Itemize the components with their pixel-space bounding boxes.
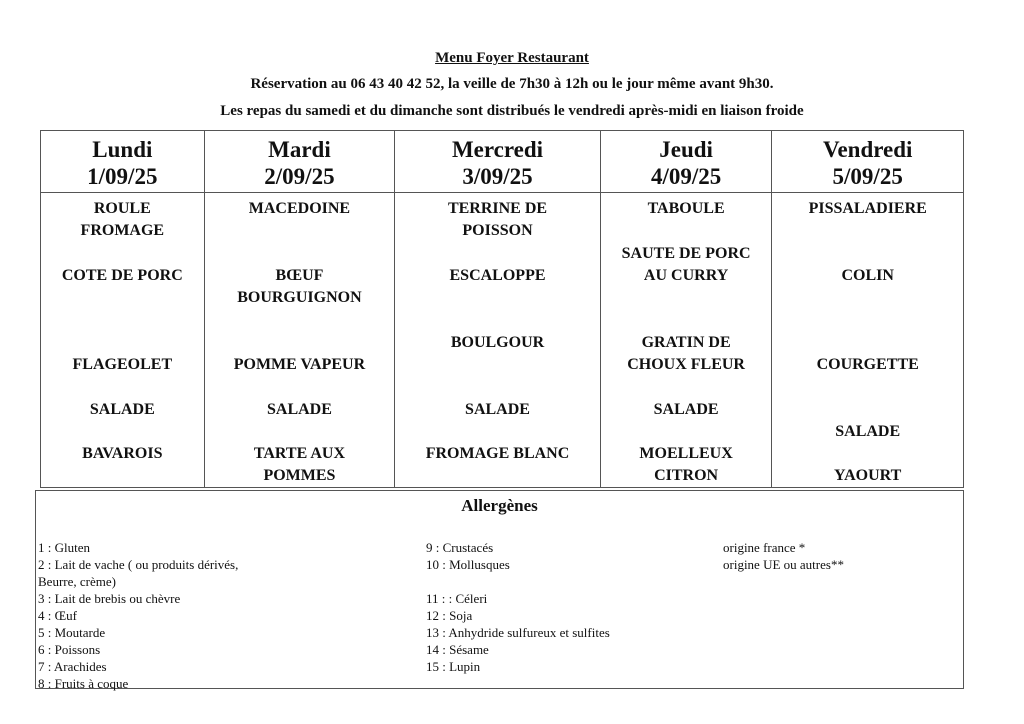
- dish-salad: SALADE: [465, 401, 530, 418]
- day-date: 4/09/25: [650, 164, 722, 189]
- dish-entree: ROULE FROMAGE: [80, 200, 165, 239]
- allergen-item: 2 : Lait de vache ( ou produits dérivés,: [38, 557, 239, 572]
- dish-dessert: MOELLEUX CITRON: [639, 445, 733, 484]
- dish-main: COLIN: [841, 267, 894, 284]
- allergen-item: 8 : Fruits à coque: [38, 676, 129, 691]
- allergen-item: 14 : Sésame: [426, 642, 489, 657]
- dish-salad: SALADE: [653, 401, 719, 418]
- origin-legend: [723, 539, 844, 573]
- dish-main: SAUTE DE PORC AU CURRY: [621, 245, 751, 284]
- day-column-mardi: [205, 131, 396, 487]
- dish-side: BOULGOUR: [450, 334, 545, 351]
- weekly-menu-table: [40, 130, 964, 488]
- day-column-jeudi: [601, 131, 773, 487]
- dish-entree: TABOULE: [647, 200, 725, 217]
- allergen-item: 13 : Anhydride sulfureux et sulfites: [426, 625, 610, 640]
- allergen-item: Beurre, crème): [38, 574, 116, 589]
- allergen-box: [35, 490, 964, 689]
- dish-side: FLAGEOLET: [72, 356, 173, 373]
- reservation-info: Réservation au 06 43 40 42 52, la veille de 7h30 à 12h ou le jour même avant 9h30.: [250, 76, 774, 92]
- origin-item: origine UE ou autres**: [723, 557, 844, 572]
- origin-item: origine france *: [723, 540, 806, 555]
- day-column-vendredi: [772, 131, 963, 487]
- allergen-item: 4 : Œuf: [38, 608, 77, 623]
- day-column-lundi: [41, 131, 205, 487]
- dish-dessert: FROMAGE BLANC: [425, 445, 570, 462]
- day-name: Vendredi: [822, 137, 913, 162]
- day-name: Lundi: [92, 137, 153, 162]
- dish-salad: SALADE: [835, 423, 901, 440]
- dish-salad: SALADE: [89, 401, 155, 418]
- dish-dessert: BAVAROIS: [82, 445, 163, 462]
- allergen-item: 7 : Arachides: [38, 659, 107, 674]
- allergen-item: 10 : Mollusques: [426, 557, 510, 572]
- dish-side: COURGETTE: [816, 356, 919, 373]
- day-date: 1/09/25: [87, 164, 158, 189]
- dish-entree: PISSALADIERE: [808, 200, 927, 217]
- allergen-item: 1 : Gluten: [38, 540, 90, 555]
- day-column-mercredi: [395, 131, 601, 487]
- dish-dessert: TARTE AUX POMMES: [253, 445, 346, 484]
- dish-dessert: YAOURT: [834, 467, 902, 484]
- allergen-item: [426, 573, 610, 590]
- allergen-item: 5 : Moutarde: [38, 625, 106, 640]
- day-date: 5/09/25: [832, 164, 903, 189]
- day-header: [772, 131, 963, 193]
- dish-main: ESCALOPPE: [449, 267, 546, 284]
- dish-entree: TERRINE DE POISSON: [447, 200, 548, 239]
- day-header: [601, 131, 772, 193]
- dish-entree: MACEDOINE: [248, 200, 351, 217]
- day-header: [205, 131, 395, 193]
- menu-title: Menu Foyer Restaurant: [435, 50, 589, 66]
- allergen-title: Allergènes: [461, 496, 538, 515]
- dish-main: COTE DE PORC: [61, 267, 183, 284]
- dish-salad: SALADE: [266, 401, 332, 418]
- day-header: [395, 131, 600, 193]
- allergen-list-1: [38, 539, 238, 692]
- day-date: 2/09/25: [264, 164, 335, 189]
- day-name: Mercredi: [451, 137, 544, 162]
- day-name: Jeudi: [659, 137, 713, 162]
- allergen-list-2: [426, 539, 610, 675]
- allergen-item: 9 : Crustacés: [426, 540, 494, 555]
- weekend-info: Les repas du samedi et du dimanche sont distribués le vendredi après-midi en liaison froide: [220, 103, 804, 119]
- dish-main: BŒUF BOURGUIGNON: [237, 267, 362, 306]
- allergen-item: 6 : Poissons: [38, 642, 101, 657]
- allergen-item: 12 : Soja: [426, 608, 473, 623]
- day-date: 3/09/25: [462, 164, 533, 189]
- dish-side: GRATIN DE CHOUX FLEUR: [627, 334, 745, 373]
- day-name: Mardi: [268, 137, 331, 162]
- allergen-item: 15 : Lupin: [426, 659, 481, 674]
- day-header: [41, 131, 204, 193]
- allergen-item: 3 : Lait de brebis ou chèvre: [38, 591, 181, 606]
- dish-side: POMME VAPEUR: [233, 356, 366, 373]
- allergen-item: 11 : : Céleri: [426, 591, 488, 606]
